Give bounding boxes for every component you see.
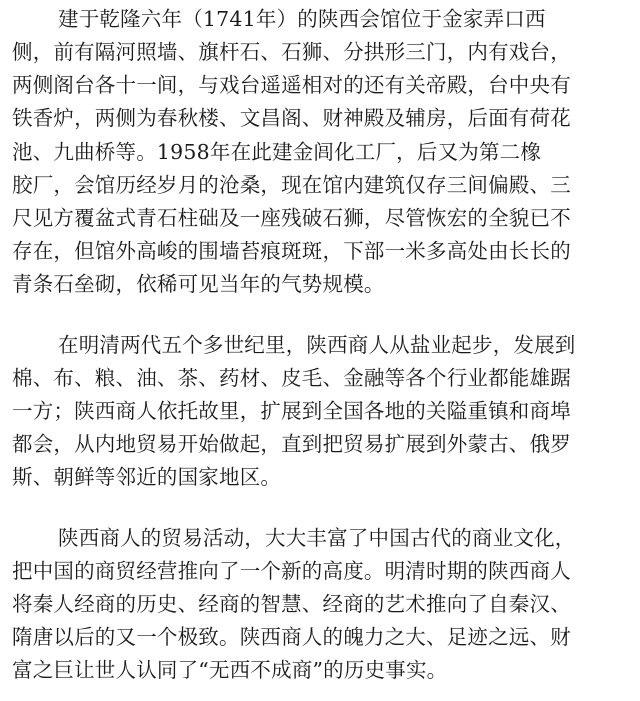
paragraph-3-line-5: 富之巨让世人认同了“无西不成商”的历史事实。: [12, 658, 448, 682]
paragraph-3-line-4: 隋唐以后的又一个极致。陕西商人的魄力之大、足迹之远、财: [12, 625, 571, 649]
paragraph-1-line-1: 建于乾隆六年（1741年）的陕西会馆位于金家弄口西: [58, 7, 546, 31]
paragraph-1-line-3: 两侧阁台各十一间，与戏台遥遥相对的还有关帝殿，台中央有: [12, 73, 571, 97]
paragraph-2-line-2: 棉、布、粮、油、茶、药材、皮毛、金融等各个行业都能雄踞: [12, 366, 571, 390]
paragraph-3-line-2: 把中国的商贸经营推向了一个新的高度。明清时期的陕西商人: [12, 559, 571, 583]
paragraph-2-line-3: 一方；陕西商人依托故里，扩展到全国各地的关隘重镇和商埠: [12, 399, 571, 423]
paragraph-2-line-5: 斯、朝鲜等邻近的国家地区。: [12, 465, 282, 489]
paragraph-2-line-4: 都会，从内地贸易开始做起，直到把贸易扩展到外蒙古、俄罗: [12, 432, 571, 456]
paragraph-3-line-1: 陕西商人的贸易活动，大大丰富了中国古代的商业文化，: [58, 526, 576, 550]
paragraph-2-line-1: 在明清两代五个多世纪里，陕西商人从盐业起步，发展到: [58, 333, 576, 357]
paragraph-1-line-4: 铁香炉，两侧为春秋楼、文昌阁、财神殿及辅房，后面有荷花: [12, 106, 571, 130]
paragraph-1-line-9: 青条石垒砌，依稀可见当年的气势规模。: [12, 272, 385, 296]
paragraph-1-line-7: 尺见方覆盆式青石柱础及一座残破石狮，尽管恢宏的全貌已不: [12, 206, 571, 230]
paragraph-1-line-8: 存在，但馆外高峻的围墙苔痕斑斑，下部一米多高处由长长的: [12, 239, 571, 263]
paragraph-1-line-5: 池、九曲桥等。1958年在此建金闾化工厂，后又为第二橡: [12, 140, 542, 164]
paragraph-3-line-3: 将秦人经商的历史、经商的智慧、经商的艺术推向了自秦汉、: [12, 592, 571, 616]
paragraph-1-line-2: 侧，前有隔河照墙、旗杆石、石狮、分拱形三门，内有戏台，: [12, 40, 571, 64]
paragraph-1-line-6: 胶厂，会馆历经岁月的沧桑，现在馆内建筑仅存三间偏殿、三: [12, 173, 571, 197]
